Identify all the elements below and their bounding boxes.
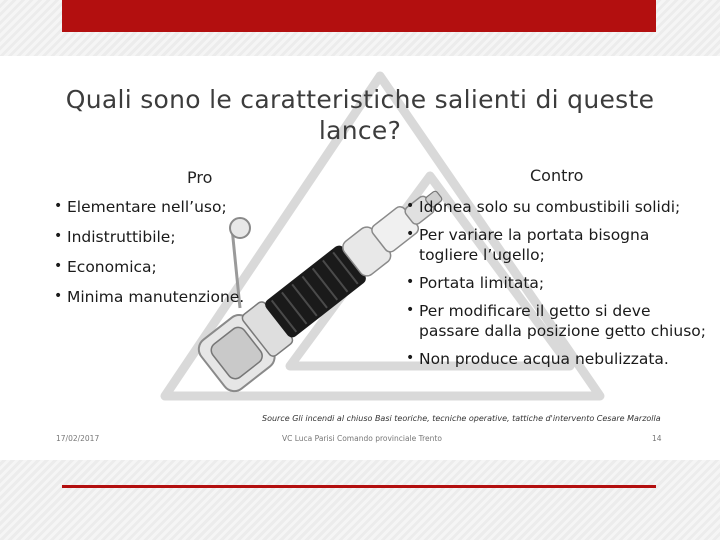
footer-date: 17/02/2017 — [56, 434, 100, 443]
contro-item: • Per variare la portata bisogna togliere l’ugello; — [406, 225, 706, 265]
pro-item: • Economica; — [54, 257, 294, 277]
contro-heading: Contro — [530, 166, 584, 185]
slide-title: Quali sono le caratteristiche salienti di queste lance? — [65, 85, 655, 145]
pro-item: • Indistruttibile; — [54, 227, 294, 247]
contro-item: • Idonea solo su combustibili solidi; — [406, 197, 706, 217]
pro-heading: Pro — [187, 168, 213, 187]
source-caption: Source Gli incendi al chiuso Basi teoriche, tecniche operative, tattiche d'intervento Cesare Marzolla — [262, 414, 661, 423]
footer-page-number: 14 — [652, 434, 662, 443]
contro-item: • Portata limitata; — [406, 273, 706, 293]
footer-author: VC Luca Parisi Comando provinciale Trento — [282, 434, 442, 443]
slide — [0, 56, 720, 460]
top-accent-bar — [62, 0, 656, 32]
pro-list — [54, 197, 294, 317]
bottom-accent-line — [62, 485, 656, 488]
contro-item: • Per modificare il getto si deve passare dalla posizione getto chiuso; — [406, 301, 706, 341]
contro-list — [406, 197, 706, 377]
contro-item: • Non produce acqua nebulizzata. — [406, 349, 706, 369]
pro-item: • Minima manutenzione. — [54, 287, 294, 307]
pro-item: • Elementare nell’uso; — [54, 197, 294, 217]
